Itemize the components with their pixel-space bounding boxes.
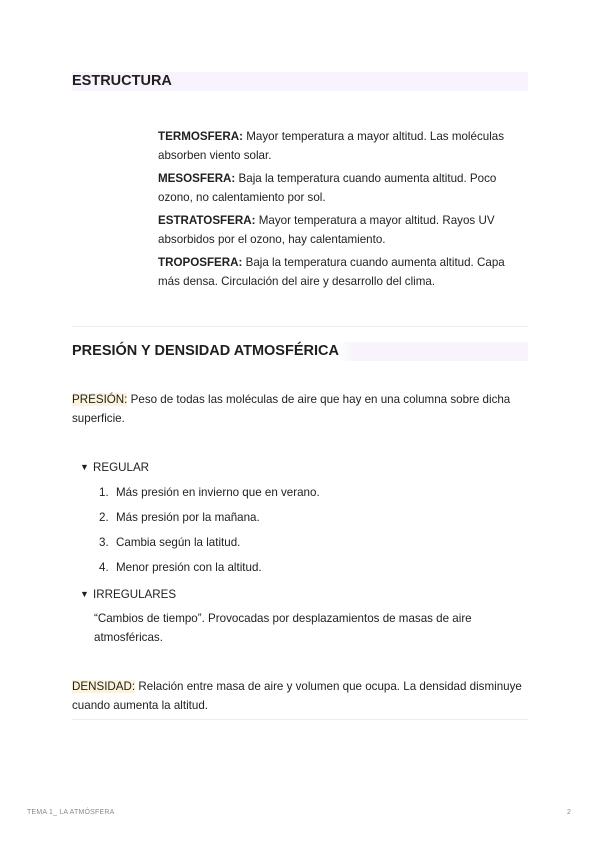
section-heading-estructura: ESTRUCTURA [72,72,528,91]
regular-list [99,484,320,584]
densidad-text: Relación entre masa de aire y volumen que ocupa. La densidad disminuye cuando aumenta la altitud. [72,680,522,712]
section-heading-presion-densidad: PRESIÓN Y DENSIDAD ATMOSFÉRICA [72,342,528,361]
toggle-label: IRREGULARES [93,588,177,601]
divider [72,719,528,720]
layer-description: Mayor temperatura a mayor altitud. Rayos UV absorbidos por el ozono, hay calentamiento. [158,214,495,246]
presion-definition [72,390,528,428]
layer-termosfera [158,127,528,165]
triangle-down-icon[interactable]: ▼ [80,462,89,472]
layer-estratosfera [158,211,528,249]
triangle-down-icon[interactable]: ▼ [80,589,89,599]
layer-troposfera [158,253,528,291]
layer-name: MESOSFERA: [158,172,236,185]
layer-name: ESTRATOSFERA: [158,214,256,227]
atmosphere-layers-list [158,127,528,295]
layer-description: Baja la temperatura cuando aumenta altitud. Capa más densa. Circulación del aire y desarrollo del clima. [158,256,505,288]
divider [72,326,528,327]
toggle-regular[interactable] [80,458,149,477]
densidad-term: DENSIDAD: [72,680,136,693]
presion-text: Peso de todas las moléculas de aire que hay en una columna sobre dicha superficie. [72,393,511,425]
list-item: 4. Menor presión con la altitud. [99,561,262,574]
list-item: 3. Cambia según la latitud. [99,536,241,549]
footer-document-title: TEMA 1_ LA ATMÓSFERA [27,809,115,816]
irregulares-text: “Cambios de tiempo”. Provocadas por desplazamientos de masas de aire atmosféricas. [94,612,472,644]
layer-name: TROPOSFERA: [158,256,243,269]
footer-page-number: 2 [567,809,572,816]
presion-term: PRESIÓN: [72,393,128,406]
toggle-irregulares[interactable] [80,585,176,604]
layer-mesosfera [158,169,528,207]
densidad-definition [72,677,528,715]
layer-description: Mayor temperatura a mayor altitud. Las moléculas absorben viento solar. [158,130,505,162]
toggle-label: REGULAR [93,461,150,474]
layer-name: TERMOSFERA: [158,130,244,143]
list-item: 1. Más presión en invierno que en verano. [99,486,320,499]
layer-description: Baja la temperatura cuando aumenta altitud. Poco ozono, no calentamiento por sol. [158,172,497,204]
list-item: 2. Más presión por la mañana. [99,511,260,524]
